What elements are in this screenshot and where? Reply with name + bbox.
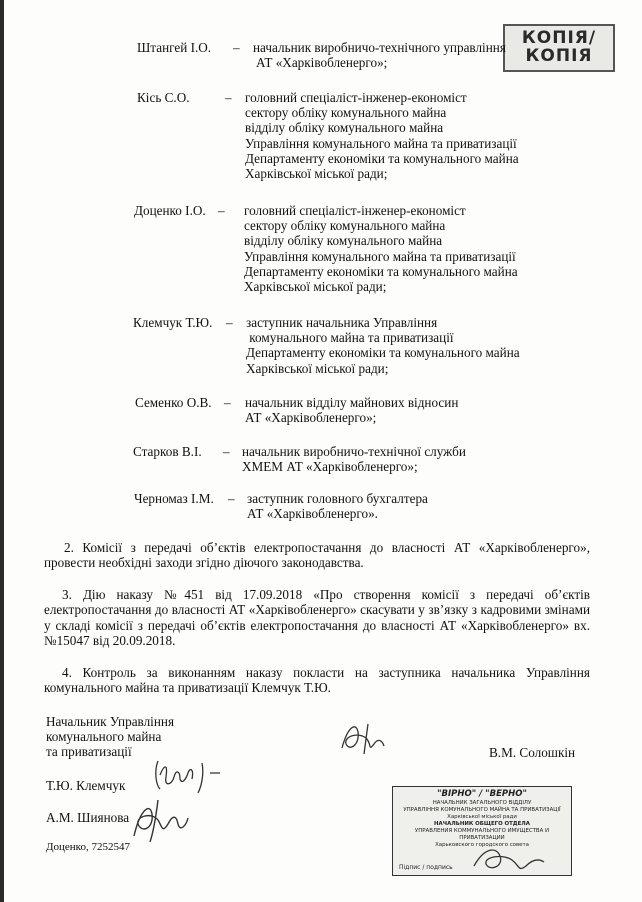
member-dash: – bbox=[218, 203, 225, 218]
verno-stamp: "ВІРНО" / "ВЕРНО" НАЧАЛЬНИК ЗАГАЛЬНОГО ВІДДІЛУ УПРАВЛІННЯ КОМУНАЛЬНОГО МАЙНА ТА ПРИВАТИЗАЦІЇ Харківської міської ради НАЧАЛЬНИК ОБЩЕГО ОТДЕЛА УПРАВЛЕНИЯ КОММУНАЛЬНОГО ИМУЩЕСТВА И ПРИВАТИЗАЦИИ Харьковского городского совета Підпис / подпись bbox=[392, 786, 572, 876]
copy-stamp: КОПІЯ/ КОПІЯ bbox=[503, 24, 615, 72]
member-dash: – bbox=[228, 491, 235, 506]
member-position: начальник відділу майнових відносин АТ «Харківобленерго»; bbox=[245, 395, 459, 426]
scan-edge bbox=[0, 0, 4, 902]
executor-line: Доценко, 7252547 bbox=[46, 841, 130, 853]
member-dash: – bbox=[225, 90, 232, 105]
head-name: В.М. Солошкін bbox=[489, 745, 576, 760]
head-signature bbox=[338, 718, 398, 760]
member-name: Семенко О.В. bbox=[135, 395, 212, 410]
approver-shyianova: А.М. Шиянова bbox=[46, 810, 130, 825]
member-position: головний спеціаліст-інженер-економіст сектору обліку комунального майна відділу обліку комунального майна Управління комунального майна та приватизації Департаменту економіки та комунального майна Харківської міської ради; bbox=[244, 203, 518, 295]
klemchuk-signature bbox=[150, 755, 230, 795]
approver-klemchuk: Т.Ю. Клемчук bbox=[46, 778, 126, 793]
member-name: Доценко І.О. bbox=[134, 203, 206, 218]
paragraph-2: 2. Комісії з передачі об’єктів електропостачання до власності АТ «Харківобленерго», провести необхідні заходи згідно діючого законодавства. bbox=[44, 540, 590, 571]
member-position: заступник головного бухгалтера АТ «Харківобленерго». bbox=[247, 491, 428, 522]
member-dash: – bbox=[226, 315, 233, 330]
member-dash: – bbox=[224, 395, 231, 410]
member-position: головний спеціаліст-інженер-економіст сектору обліку комунального майна відділу обліку комунального майна Управління комунального майна та приватизації Департаменту економіки та комунального майна Харківської міської ради; bbox=[245, 90, 519, 182]
member-dash: – bbox=[233, 40, 240, 55]
paragraph-4: 4. Контроль за виконанням наказу покласти на заступника начальника Управління комунального майна та приватизації Клемчук Т.Ю. bbox=[44, 665, 590, 696]
stamp-signature bbox=[470, 838, 550, 878]
member-name: Кісь С.О. bbox=[137, 90, 190, 105]
member-name: Клемчук Т.Ю. bbox=[133, 315, 213, 330]
shyianova-signature bbox=[128, 796, 198, 844]
member-position: заступник начальника Управління комунального майна та приватизації Департаменту економіки та комунального майна Харківської міської ради; bbox=[246, 315, 520, 376]
member-name: Старков В.І. bbox=[133, 444, 202, 459]
member-name: Штангей І.О. bbox=[137, 40, 212, 55]
paragraph-3: 3. Дію наказу №451 від 17.09.2018 «Про створення комісії з передачі об’єктів електропостачання до власності АТ «Харківобленерго» скасувати у зв’язку з кадровими змінами у складі комісії з передачі об’єктів електропостачання до власності АТ «Харківобленерго» вх. №15047 від 20.09.2018. bbox=[44, 587, 590, 648]
member-dash: – bbox=[223, 444, 230, 459]
member-name: Черномаз І.М. bbox=[134, 491, 214, 506]
member-position: начальник виробничо-технічної служби ХМЕМ АТ «Харківобленерго»; bbox=[242, 444, 466, 475]
head-title: Начальник Управління комунального майна та приватизації bbox=[46, 714, 175, 760]
member-position: начальник виробничо-технічного управління АТ «Харківобленерго»; bbox=[253, 40, 506, 71]
